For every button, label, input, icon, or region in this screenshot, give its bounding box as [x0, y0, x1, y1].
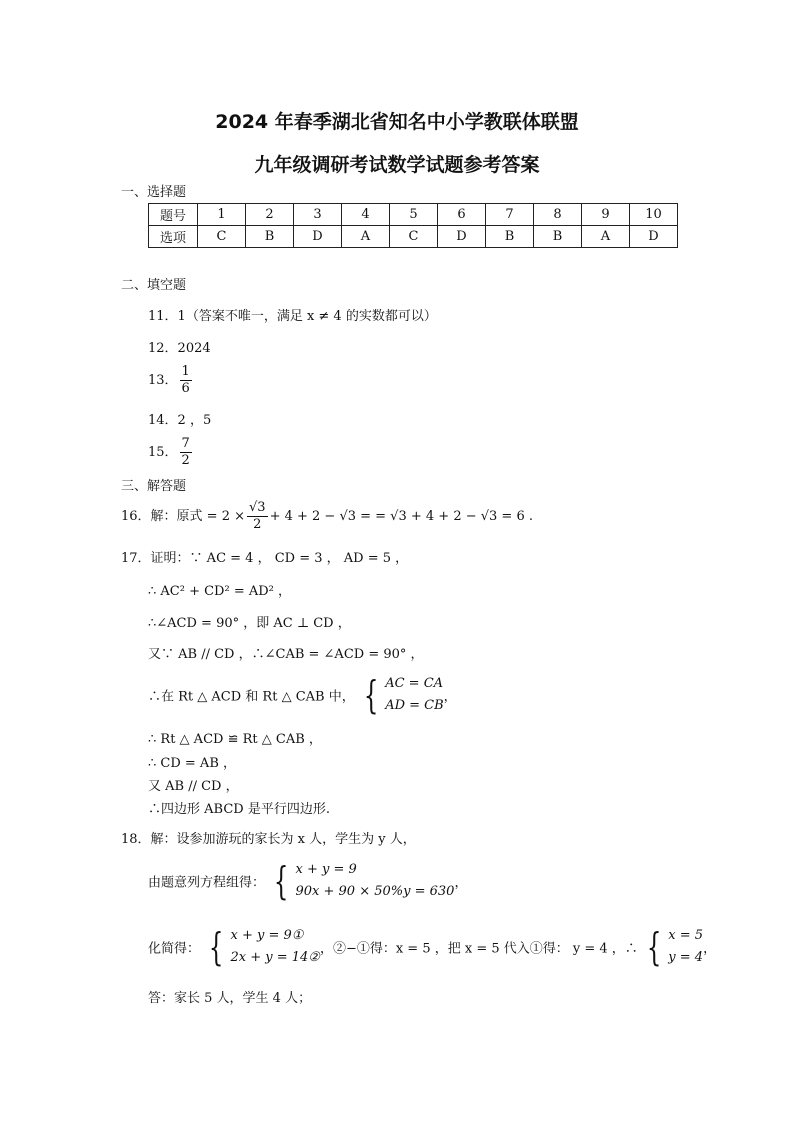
header-cell: 选项: [149, 226, 198, 248]
header-cell: 题号: [149, 204, 198, 226]
answer-13-label: 13．: [148, 373, 178, 388]
num-cell: 7: [486, 204, 534, 226]
system-eq-1: x = 5: [668, 928, 704, 943]
fraction: [247, 500, 268, 533]
brace-icon: {: [646, 925, 662, 969]
answer-15-label: 15．: [148, 445, 178, 460]
answer-18-line-3-text: 化简得：: [148, 941, 201, 957]
table-row-answers: [149, 226, 678, 248]
equation-system: [385, 673, 443, 717]
answer-17-line-4: 又∵ AB // CD ，∴∠CAB = ∠ACD = 90° ，: [148, 647, 424, 662]
answer-17-line-3: ∴∠ACD = 90° ，即 AC ⊥ CD ，: [148, 616, 351, 631]
fraction-denominator: 2: [253, 517, 262, 532]
answer-16: [121, 500, 533, 533]
answer-cell: D: [438, 226, 486, 248]
equation-system: [295, 859, 454, 903]
num-cell: 8: [534, 204, 582, 226]
answer-18-line-2-text: 由题意列方程组得：: [148, 875, 266, 891]
system-eq-1: x + y = 9: [295, 862, 357, 877]
answer-18-line-4: 答：家长 5 人，学生 4 人；: [148, 991, 312, 1006]
num-cell: 1: [198, 204, 246, 226]
section-choice: 一、选择题: [121, 185, 187, 200]
brace-icon: {: [273, 859, 289, 903]
answer-cell: C: [390, 226, 438, 248]
answer-16-rest: + 4 + 2 − √3 = = √3 + 4 + 2 − √3 = 6 .: [269, 509, 533, 524]
line-end: ，: [454, 875, 468, 891]
equation-system: [230, 925, 319, 969]
equation-system: [668, 925, 703, 969]
fraction-numerator: 1: [181, 364, 190, 379]
fraction-numerator: √3: [249, 500, 266, 515]
answer-13: [148, 364, 194, 397]
fraction: [180, 364, 192, 397]
fraction: [180, 436, 192, 469]
fraction-denominator: 6: [181, 381, 190, 396]
num-cell: 10: [630, 204, 678, 226]
answer-12: 12．2024: [148, 341, 211, 356]
answer-18-line-1: 18．解：设参加游玩的家长为 x 人，学生为 y 人，: [121, 832, 416, 847]
answer-17-line-9: ∴四边形 ABCD 是平行四边形.: [148, 802, 330, 817]
fraction-numerator: 7: [181, 436, 190, 451]
line-end: ，: [443, 689, 457, 705]
answer-cell: B: [486, 226, 534, 248]
answer-15: [148, 436, 194, 469]
system-eq-2: y = 4: [668, 950, 704, 965]
answer-17-line-8: 又 AB // CD ，: [148, 779, 239, 794]
answer-cell: B: [534, 226, 582, 248]
table-row-numbers: [149, 204, 678, 226]
section-fill: 二、填空题: [121, 278, 187, 293]
system-eq-1: x + y = 9①: [230, 928, 304, 943]
system-eq-1: AC = CA: [385, 676, 444, 691]
num-cell: 9: [582, 204, 630, 226]
num-cell: 5: [390, 204, 438, 226]
brace-icon: {: [363, 673, 379, 717]
answer-17-line-7: ∴ CD = AB ，: [148, 756, 237, 771]
answer-16-label: 16．解：原式 = 2 ×: [121, 509, 245, 524]
title-line-1: 2024 年春季湖北省知名中小学教联体联盟: [215, 111, 579, 133]
answer-cell: A: [582, 226, 630, 248]
section-solve: 三、解答题: [121, 479, 187, 494]
num-cell: 3: [294, 204, 342, 226]
system-eq-2: 90x + 90 × 50%y = 630: [295, 884, 455, 899]
answer-cell: B: [246, 226, 294, 248]
system-eq-2: 2x + y = 14②: [230, 950, 320, 965]
answer-table: [148, 203, 678, 248]
title-line-2: 九年级调研考试数学试题参考答案: [254, 154, 540, 176]
brace-icon: {: [208, 925, 224, 969]
answer-18-line-2: [148, 859, 467, 903]
answer-cell: A: [342, 226, 390, 248]
answer-18-line-3-mid: ，②−①得：x = 5 ，把 x = 5 代入①得： y = 4 ，∴: [319, 941, 638, 957]
answer-17-line-2: ∴ AC² + CD² = AD² ，: [148, 584, 292, 599]
answer-17-line-5: [148, 673, 457, 717]
answer-18-line-3: [148, 925, 716, 969]
answer-17-line-6: ∴ Rt △ ACD ≌ Rt △ CAB ，: [148, 732, 322, 747]
fraction-denominator: 2: [181, 453, 190, 468]
line-end: ，: [703, 941, 717, 957]
answer-cell: D: [294, 226, 342, 248]
answer-14: 14．2 ，5: [148, 413, 212, 428]
num-cell: 6: [438, 204, 486, 226]
system-eq-2: AD = CB: [385, 698, 444, 713]
answer-cell: C: [198, 226, 246, 248]
answer-17-line-5-text: ∴在 Rt △ ACD 和 Rt △ CAB 中，: [148, 689, 355, 705]
answer-11: 11．1（答案不唯一，满足 x ≠ 4 的实数都可以）: [148, 309, 437, 324]
num-cell: 2: [246, 204, 294, 226]
answer-17-line-1: 17．证明：∵ AC = 4 ， CD = 3 ， AD = 5 ，: [121, 551, 409, 566]
answer-cell: D: [630, 226, 678, 248]
num-cell: 4: [342, 204, 390, 226]
